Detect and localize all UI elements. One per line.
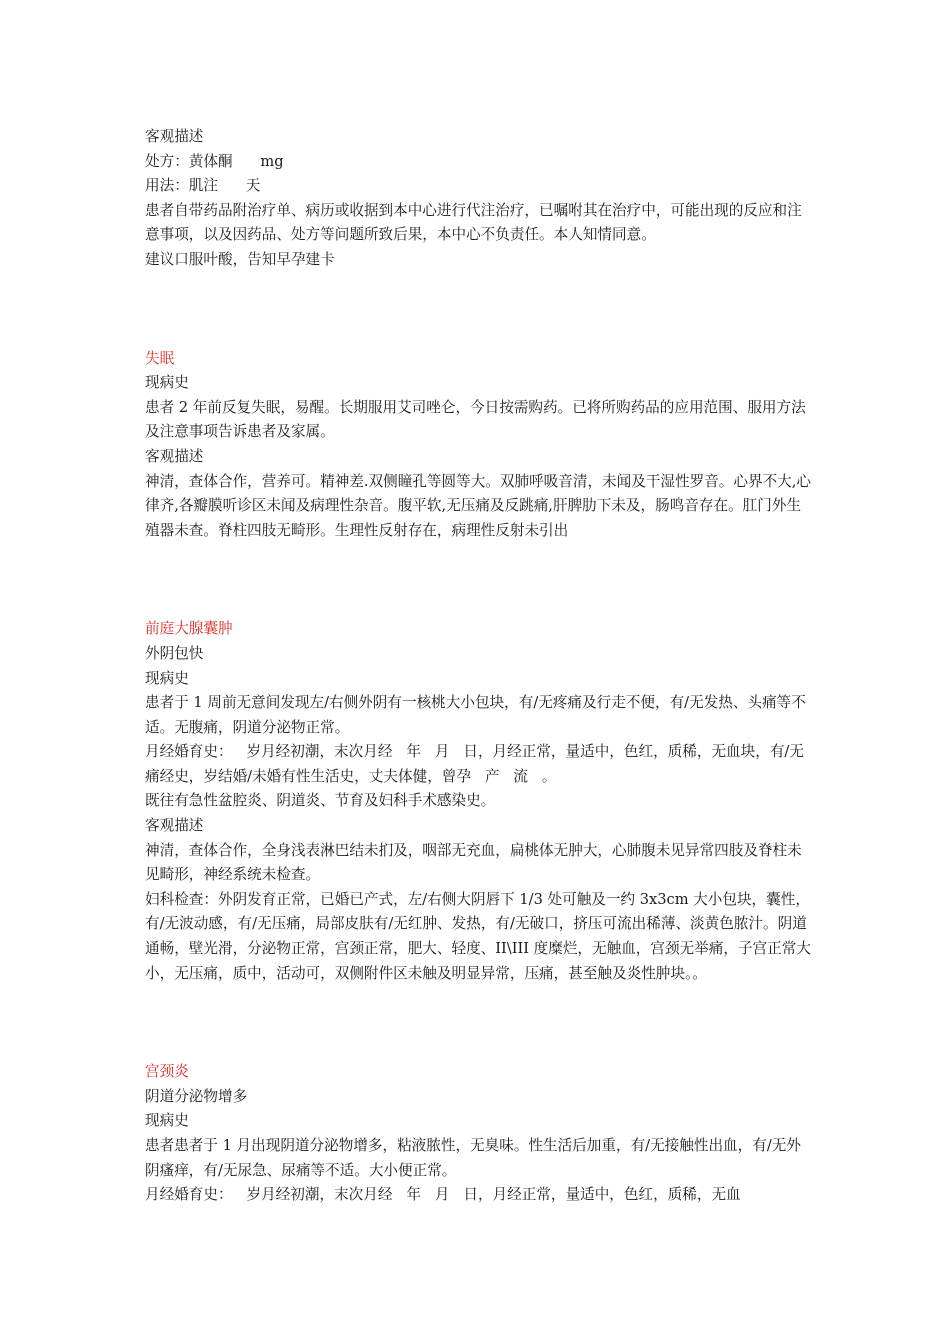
prescription-line: 处方：黄体酮 mg [145,152,284,170]
spacer [145,273,815,347]
complaint-line: 阴道分泌物增多 [145,1087,248,1105]
history-label: 现病史 [145,374,189,392]
complaint-line: 外阴包快 [145,644,204,662]
menstrual-paragraph: 月经婚育史： 岁月经初潮，末次月经 年 月 日，月经正常，量适中，色红，质稀，无血块，有/无痛经史，岁结婚/未婚有性生活史，丈夫体健，曾孕 产 流 。 [145,743,804,785]
section-title: 客观描述 [145,128,204,145]
exam-paragraph: 神清，查体合作，全身浅表淋巴结未扪及，咽部无充血，扁桃体无肿大，心肺腹未见异常四肢及脊柱未见畸形，神经系统未检查。 [145,841,802,884]
menstrual-paragraph: 月经婚育史： 岁月经初潮，末次月经 年 月 日，月经正常，量适中，色红，质稀，无血 [145,1186,741,1204]
past-history-line: 既往有急性盆腔炎、阴道炎、节育及妇科手术感染史。 [145,792,496,810]
gyn-exam-paragraph: 妇科检查：外阴发育正常，已婚已产式，左/右侧大阴唇下 1/3 处可触及一约 3x3cm 大小包块，囊性，有/无波动感，有/无压痛，局部皮肤有/无红肿、发热，有/无破口，挤压可流出稀薄、淡黄色脓汁。阴道通畅，壁光滑，分泌物正常，宫颈正常，肥大、轻度、II\III 度糜烂，无触血，宫颈无举痛，子宫正常大小，无压痛，质中，活动可，双侧附件区未触及明显异常，压痛，甚至触及炎性肿块。。 [145,890,811,982]
exam-label: 客观描述 [145,817,204,835]
document-page [145,125,815,1208]
cervicitis-section [145,1060,815,1208]
cervicitis-heading: 宫颈炎 [145,1063,189,1081]
advice-line: 建议口服叶酸，告知早孕建卡 [145,250,335,268]
bartholin-section [145,617,815,986]
history-label: 现病史 [145,1112,189,1130]
usage-line: 用法：肌注 天 [145,177,261,195]
spacer [145,543,815,617]
disclaimer-paragraph: 患者自带药品附治疗单、病历或收据到本中心进行代注治疗，已嘱咐其在治疗中，可能出现的反应和注意事项，以及因药品、处方等问题所致后果，本中心不负责任。本人知情同意。 [145,201,802,244]
history-paragraph: 患者 2 年前反复失眠，易醒。长期服用艾司唑仑，今日按需购药。已将所购药品的应用范围、服用方法及注意事项告诉患者及家属。 [145,398,806,441]
history-paragraph: 患者患者于 1 月出现阴道分泌物增多，粘液脓性，无臭味。性生活后加重，有/无接触性出血，有/无外阴瘙痒，有/无尿急、尿痛等不适。大小便正常。 [145,1137,801,1179]
spacer [145,986,815,1060]
bartholin-heading: 前庭大腺囊肿 [145,620,233,638]
prescription-section [145,125,815,273]
history-paragraph: 患者于 1 周前无意间发现左/右侧外阴有一核桃大小包块，有/无疼痛及行走不便，有/无发热、头痛等不适。无腹痛，阴道分泌物正常。 [145,694,806,736]
insomnia-section [145,347,815,544]
insomnia-heading: 失眠 [145,349,175,367]
history-label: 现病史 [145,669,189,687]
exam-label: 客观描述 [145,447,204,465]
exam-paragraph: 神清，查体合作，营养可。精神差.双侧瞳孔等圆等大。双肺呼吸音清，未闻及干湿性罗音。心界不大,心律齐,各瓣膜听诊区未闻及病理性杂音。腹平软,无压痛及反跳痛,肝脾肋下未及，肠鸣音存在。肛门外生殖器未查。脊柱四肢无畸形。生理性反射存在，病理性反射未引出 [145,472,812,539]
